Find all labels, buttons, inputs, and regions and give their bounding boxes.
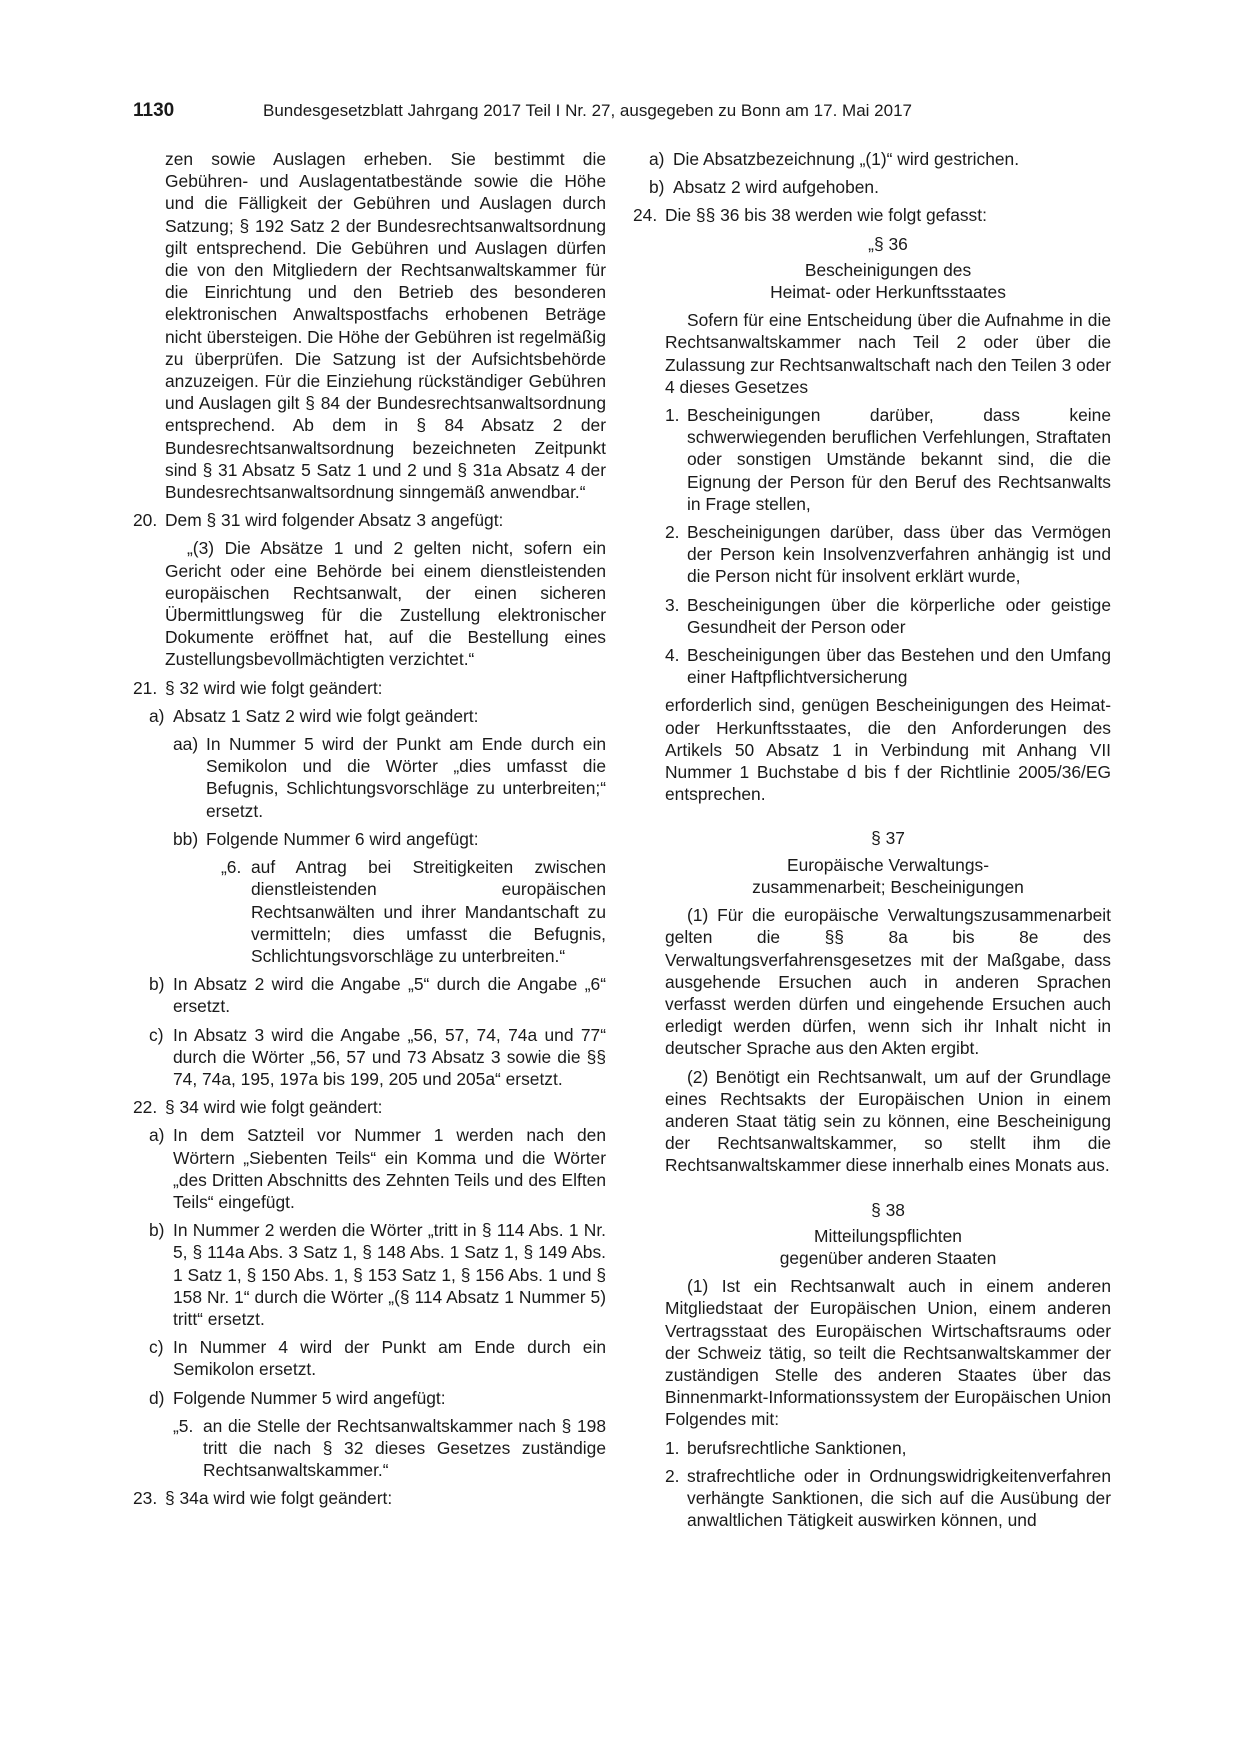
section-number: § 38 xyxy=(871,1199,905,1220)
list-text: Bescheinigungen darüber, dass über das Vermögen der Person kein Insolvenzverfahren anhängig ist und die Person nicht für insolvent erklärt wurde, xyxy=(687,522,1111,587)
sub-item-marker: c) xyxy=(149,1337,164,1358)
sub-item-22a xyxy=(149,1124,606,1213)
sub-item-text: Die Absatzbezeichnung „(1)“ wird gestrichen. xyxy=(673,149,1020,169)
sub-item-text: In Absatz 3 wird die Angabe „56, 57, 74, 74a und 77“ durch die Wörter „56, 57 und 73 Absatz 3 sowie die §§ 74, 74a, 195, 197a bis 199, 205 und 205a“ ersetzt. xyxy=(173,1024,606,1089)
quote-number: „6. xyxy=(221,857,242,878)
quote-text: „(3) Die Absätze 1 und 2 gelten nicht, sofern ein Gericht oder eine Behörde bei einem dienstleistenden europäischen Rechtsanwalt, der einen sicheren Übermittlungsweg für die Zustellung elektronischer Dokumente eröffnet hat, auf die Bestellung eines Zustellungsbevollmächtigten verzichtet.“ xyxy=(165,538,606,670)
section-title-line2: zusammenarbeit; Bescheinigungen xyxy=(752,876,1024,897)
list-number: 1. xyxy=(665,1437,680,1458)
quote-text: auf Antrag bei Streitigkeiten zwischen dienstleistenden europäischen Rechtsanwälten und ihrer Mandantschaft zu vermitteln; dies umfasst die Befugnis, Schlichtungsvorschläge zu unterbreiten.“ xyxy=(251,857,606,966)
item-text: § 34a wird wie folgt geändert: xyxy=(165,1488,393,1509)
section-36 xyxy=(665,233,1111,806)
list-text: Bescheinigungen darüber, dass keine schwerwiegenden beruflichen Verfehlungen, Straftaten oder sonstigen Umstände bekannt sind, die die Eignung der Person für den Beruf des Rechtsanwalts in Frage stellen, xyxy=(687,405,1111,514)
section-number: „§ 36 xyxy=(868,233,908,254)
item-text: § 34 wird wie folgt geändert: xyxy=(165,1097,383,1118)
sub-item-text: Absatz 1 Satz 2 wird wie folgt geändert: xyxy=(173,705,479,726)
amendment-item-20 xyxy=(133,509,606,531)
list-item xyxy=(665,521,1111,588)
section-intro: Sofern für eine Entscheidung über die Aufnahme in die Rechtsanwaltskammer nach Teil 2 oder über die Zulassung zur Rechtsanwaltschaft nach den Teilen 3 oder 4 dieses Gesetzes xyxy=(665,310,1111,397)
item-number: 22. xyxy=(133,1097,158,1118)
page-header xyxy=(133,100,1111,126)
section-number: § 37 xyxy=(871,828,905,849)
sub-item-21a xyxy=(149,705,606,727)
section-title-line1: Europäische Verwaltungs- xyxy=(786,854,990,875)
list-item xyxy=(665,1437,1111,1459)
sub-item-22c xyxy=(149,1336,606,1380)
inserted-paragraph-quote xyxy=(165,537,606,670)
section-paragraph-1: (1) Für die europäische Verwaltungszusammenarbeit gelten die §§ 8a bis 8e des Verwaltungsverfahrensgesetzes mit der Maßgabe, dass ausgehende Ersuchen auch in anderen Sprachen verfasst werden dürfen und eingehende Ersuchen auch erledigt werden dürfen, wenn sich ihr Inhalt nicht in deutscher Sprache aus den Akten ergibt. xyxy=(665,905,1111,1059)
sub-item-text: In Absatz 2 wird die Angabe „5“ durch die Angabe „6“ ersetzt. xyxy=(173,974,606,1017)
right-column xyxy=(633,148,1111,1537)
item-number: 24. xyxy=(633,205,658,226)
section-title-line1: Mitteilungspflichten xyxy=(814,1225,962,1246)
section-title-line2: gegenüber anderen Staaten xyxy=(779,1247,997,1268)
section-outro: erforderlich sind, genügen Bescheinigungen des Heimat- oder Herkunftsstaates, die den Anforderungen des Artikels 50 Absatz 1 in Verbindung mit Anhang VII Nummer 1 Buchstabe d bis f der Richtlinie 2005/36/EG entsprechen. xyxy=(665,695,1111,805)
sub-item-marker: a) xyxy=(149,1125,165,1146)
sub-item-text: In dem Satzteil vor Nummer 1 werden nach den Wörtern „Siebenten Teils“ ein Komma und die Wörter „des Dritten Abschnitts des Zehnten Teils und des Elften Teils“ eingefügt. xyxy=(173,1125,606,1212)
amendment-item-22 xyxy=(133,1096,606,1118)
list-item xyxy=(665,404,1111,515)
sub-item-marker: b) xyxy=(149,1220,165,1241)
list-number: 4. xyxy=(665,645,680,666)
amendment-item-21 xyxy=(133,677,606,699)
sub-item-23b xyxy=(649,176,1111,198)
sub-item-text: Folgende Nummer 5 wird angefügt: xyxy=(173,1387,446,1408)
section-37 xyxy=(665,827,1111,1176)
section-paragraph-1: (1) Ist ein Rechtsanwalt auch in einem anderen Mitgliedstaat der Europäischen Union, einem anderen Vertragsstaat des Europäischen Wirtschaftsraums oder der Schweiz tätig, so teilt die Rechtsanwaltskammer der zuständigen Stelle des anderen Staates über das Binnenmarkt-Informationssystem der Europäischen Union Folgendes mit: xyxy=(665,1276,1111,1430)
list-number: 3. xyxy=(665,594,680,615)
sub-item-text: Absatz 2 wird aufgehoben. xyxy=(673,177,879,198)
inserted-number-6 xyxy=(221,856,606,967)
section-paragraph-2: (2) Benötigt ein Rechtsanwalt, um auf der Grundlage eines Rechtsakts der Europäischen Union in einem anderen Staat tätig sein zu können, eine Bescheinigung der Rechtsanwaltskammer, so stellt ihm die Rechtsanwaltskammer diese innerhalb eines Monats aus. xyxy=(665,1066,1111,1176)
list-item xyxy=(665,594,1111,638)
inserted-number-5 xyxy=(173,1415,606,1482)
section-38 xyxy=(665,1199,1111,1532)
sub-item-21c xyxy=(149,1024,606,1091)
item-number: 21. xyxy=(133,677,158,698)
item-text: Dem § 31 wird folgender Absatz 3 angefügt: xyxy=(165,510,504,531)
sub-item-text: In Nummer 4 wird der Punkt am Ende durch ein Semikolon ersetzt. xyxy=(173,1337,606,1380)
amendment-item-24 xyxy=(633,204,1111,226)
sub-item-marker: a) xyxy=(149,705,165,726)
sub-item-text: In Nummer 5 wird der Punkt am Ende durch ein Semikolon und die Wörter „dies umfasst die Befugnis, Schlichtungsvorschläge zu unterbreiten;“ ersetzt. xyxy=(206,734,606,821)
amendment-item-23 xyxy=(133,1487,606,1509)
left-column xyxy=(133,148,606,1516)
sub-item-marker: a) xyxy=(649,149,665,169)
sub-item-marker: c) xyxy=(149,1024,164,1045)
item-text: § 32 wird wie folgt geändert: xyxy=(165,677,383,698)
sub-item-23a xyxy=(649,148,1111,170)
sub-item-marker: aa) xyxy=(173,734,199,755)
section-title-line1: Bescheinigungen des xyxy=(804,259,972,280)
sub-item-21bb xyxy=(173,828,606,850)
running-title: Bundesgesetzblatt Jahrgang 2017 Teil I Nr. 27, ausgegeben zu Bonn am 17. Mai 2017 xyxy=(263,101,912,120)
quote-text: an die Stelle der Rechtsanwaltskammer nach § 198 tritt die nach § 32 dieses Gesetzes zuständige Rechtsanwaltskammer.“ xyxy=(203,1415,606,1481)
continued-paragraph: zen sowie Auslagen erheben. Sie bestimmt die Gebühren- und Auslagentatbestände sowie die Höhe und die Fälligkeit der Gebühren und Auslagen durch Satzung; § 192 Satz 2 der Bundesrechtsanwaltsordnung gilt entsprechend. Die Gebühren und Auslagen dürfen die von den Mitgliedern der Rechtsanwaltskammer für die Einrichtung und den Betrieb des besonderen elektronischen Anwaltspostfachs erhobenen Beträge nicht übersteigen. Die Höhe der Gebühren ist regelmäßig zu überprüfen. Die Satzung ist der Aufsichtsbehörde anzuzeigen. Für die Einziehung rückständiger Gebühren und Auslagen gilt § 84 der Bundesrechtsanwaltsordnung entsprechend. Ab dem in § 84 Absatz 2 der Bundesrechtsanwaltsordnung bezeichneten Zeitpunkt sind § 31 Absatz 5 Satz 1 und 2 und § 31a Absatz 4 der Bundesrechtsanwaltsordnung sinngemäß anwendbar.“ xyxy=(165,149,606,503)
sub-item-text: Folgende Nummer 6 wird angefügt: xyxy=(206,828,479,849)
sub-item-21b xyxy=(149,973,606,1017)
list-text: Bescheinigungen über die körperliche oder geistige Gesundheit der Person oder xyxy=(687,594,1111,637)
sub-item-marker: b) xyxy=(149,974,165,995)
list-text: Bescheinigungen über das Bestehen und den Umfang einer Haftpflichtversicherung xyxy=(687,645,1111,688)
list-text: strafrechtliche oder in Ordnungswidrigkeitenverfahren verhängte Sanktionen, die sich auf die Ausübung der anwaltlichen Tätigkeit auswirken können, und xyxy=(687,1465,1111,1531)
sub-item-22d xyxy=(149,1387,606,1409)
sub-item-21aa xyxy=(173,733,606,822)
list-number: 1. xyxy=(665,405,680,426)
list-number: 2. xyxy=(665,522,680,543)
quote-number: „5. xyxy=(173,1415,194,1436)
item-text: Die §§ 36 bis 38 werden wie folgt gefasst: xyxy=(665,205,987,226)
list-text: berufsrechtliche Sanktionen, xyxy=(687,1437,907,1458)
sub-item-marker: bb) xyxy=(173,828,199,849)
sub-item-text: In Nummer 2 werden die Wörter „tritt in § 114 Abs. 1 Nr. 5, § 114a Abs. 3 Satz 1, § 148 Abs. 1 Satz 1, § 149 Abs. 1 Satz 1, § 150 Abs. 1, § 153 Satz 1, § 156 Abs. 1 und § 158 Nr. 1“ durch die Wörter „(§ 114 Absatz 1 Nummer 5) tritt“ ersetzt. xyxy=(173,1220,606,1329)
item-number: 20. xyxy=(133,510,158,531)
sub-item-22b xyxy=(149,1219,606,1330)
item-number: 23. xyxy=(133,1488,158,1509)
section-title-line2: Heimat- oder Herkunftsstaates xyxy=(770,282,1006,303)
sub-item-marker: d) xyxy=(149,1387,165,1408)
sub-item-marker: b) xyxy=(649,177,665,198)
list-item xyxy=(665,644,1111,688)
page-number: 1130 xyxy=(133,100,175,121)
list-item xyxy=(665,1465,1111,1532)
list-number: 2. xyxy=(665,1465,680,1486)
